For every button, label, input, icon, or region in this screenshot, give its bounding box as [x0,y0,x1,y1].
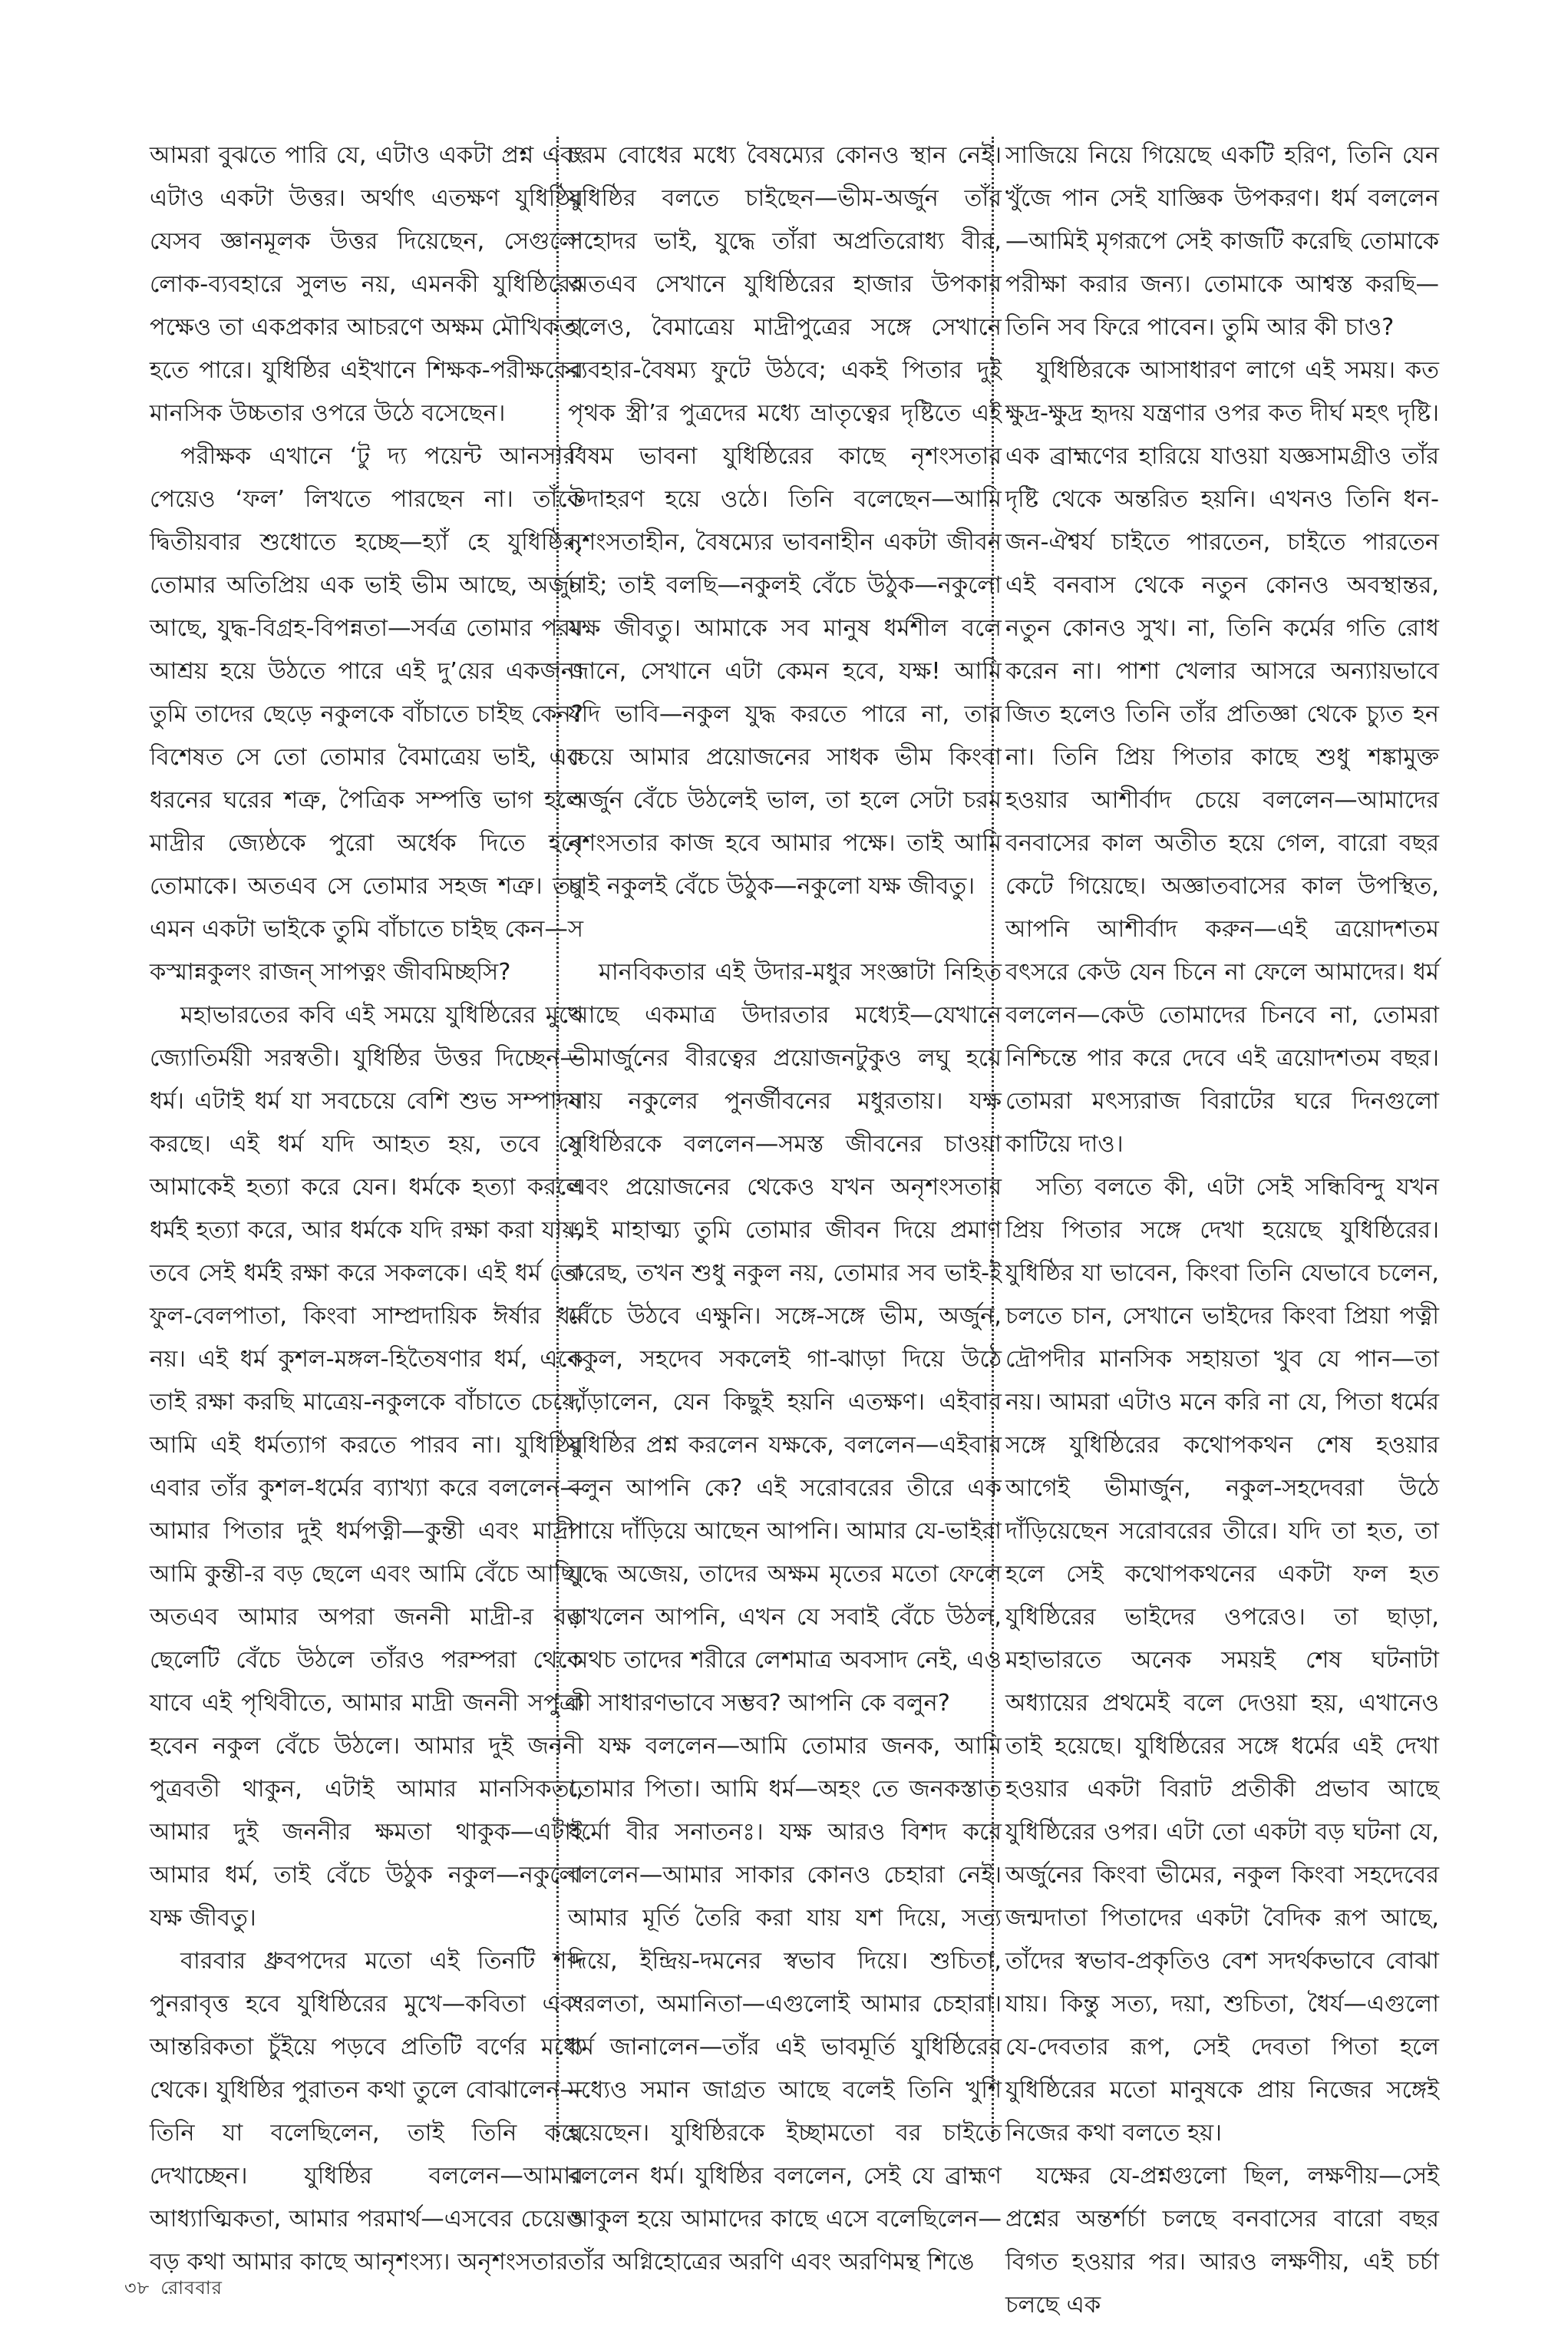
paragraph: পরীক্ষক এখানে ‘টু দ্য পয়েন্ট আনসার’ পেয়েও ‘ফল’ লিখতে পারছেন না। তাঁকে দ্বিতীয়বার শুধোতে হচ্ছে—হ্যাঁ হে যুধিষ্ঠির, তোমার অতিপ্রিয় এক ভাই ভীম আছে, অর্জুন আছে, যুদ্ধ-বিগ্রহ-বিপন্নতা—সর্বত্র তোমার পরম আশ্রয় হয়ে উঠতে পারে এই দু’য়ের একজন। তুমি তাদের ছেড়ে নকুলকে বাঁচাতে চাইছ কেন? বিশেষত সে তো তোমার বৈমাত্রেয় ভাই, এক ধরনের ঘরের শত্রু, পৈত্রিক সম্পত্তি ভাগ হলে মাদ্রীর জ্যেষ্ঠকে পুরো অর্ধেক দিতে হবে তোমাকে। অতএব সে তোমার সহজ শত্রু। তবু এমন একটা ভাইকে তুমি বাঁচাতে চাইছ কেন—স কস্মান্নকুলং রাজন্ সাপত্নং জীবমিচ্ছসি? [150,443,583,986]
text-column-3 [1005,134,1439,2319]
paragraph: যক্ষের যে-প্রশ্নগুলো ছিল, লক্ষণীয়—সেই প্রশ্নের অন্তর্শর্চা চলছে বনবাসের বারো বছর বিগত হওয়ার পর। আরও লক্ষণীয়, এই চর্চা চলছে এক [1005,2163,1439,2319]
text-column-1 [150,134,583,2276]
paragraph: আমরা বুঝতে পারি যে, এটাও একটা প্রশ্ন এবং এটাও একটা উত্তর। অর্থাৎ এতক্ষণ যুধিষ্ঠির যেসব জ্ঞানমূলক উত্তর দিয়েছেন, সেগুলো লোক-ব্যবহারে সুলভ নয়, এমনকী যুধিষ্ঠিরের পক্ষেও তা একপ্রকার আচরণে অক্ষম মৌখিকতা হতে পারে। যুধিষ্ঠির এইখানে শিক্ষক-পরীক্ষকের মানসিক উচ্চতার ওপরে উঠে বসেছেন। [150,142,583,427]
publication-name: রোববার [160,2277,223,2299]
column-divider [992,137,994,2142]
paragraph: মানবিকতার এই উদার-মধুর সংজ্ঞাটা নিহিত আছে একমাত্র উদারতার মধ্যেই—যেখানে ভীমার্জুনের বীরত্বের প্রয়োজনটুকুও লঘু হয়ে যায় নকুলের পুনর্জীবনের মধুরতায়। যক্ষ যুধিষ্ঠিরকে বললেন—সমস্ত জীবনের চাওয়া এবং প্রয়োজনের থেকেও যখন অনৃশংসতার এই মাহাত্ম্য তুমি তোমার জীবন দিয়ে প্রমাণ করেছ, তখন শুধু নকুল নয়, তোমার সব ভাই-ই বেঁচে উঠবে এক্ষুনি। সঙ্গে-সঙ্গে ভীম, অর্জুন, নকুল, সহদেব সকলেই গা-ঝাড়া দিয়ে উঠে দাঁড়ালেন, যেন কিছুই হয়নি এতক্ষণ। এইবার যুধিষ্ঠির প্রশ্ন করলেন যক্ষকে, বললেন—এইবার বলুন আপনি কে? এই সরোবরের তীরে এক পায়ে দাঁড়িয়ে আছেন আপনি। আমার যে-ভাইরা যুদ্ধে অজেয়, তাদের অক্ষম মৃতের মতো ফেলে রাখলেন আপনি, এখন যে সবাই বেঁচে উঠল, অথচ তাদের শরীরে লেশমাত্র অবসাদ নেই, এও কী সাধারণভাবে সম্ভব? আপনি কে বলুন? [568,959,1002,1717]
column-divider [556,137,559,2142]
paragraph: মহাভারতের কবি এই সময়ে যুধিষ্ঠিরের মুখে জ্যোতির্ময়ী সরস্বতী। যুধিষ্ঠির উত্তর দিচ্ছেন—ধর্ম। এটাই ধর্ম যা সবচেয়ে বেশি শুভ সম্পাদন করছে। এই ধর্ম যদি আহত হয়, তবে সে আমাকেই হত্যা করে যেন। ধর্মকে হত্যা করলে ধর্মই হত্যা করে, আর ধর্মকে যদি রক্ষা করা যায়, তবে সেই ধর্মই রক্ষা করে সকলকে। এই ধর্ম তো ফুল-বেলপাতা, কিংবা সাম্প্রদায়িক ঈর্ষার ধর্ম নয়। এই ধর্ম কুশল-মঙ্গল-হিতৈষণার ধর্ম, একে তাই রক্ষা করছি মাত্রেয়-নকুলকে বাঁচাতে চেয়ে, আমি এই ধর্মত্যাগ করতে পারব না। যুধিষ্ঠির এবার তাঁর কুশল-ধর্মের ব্যাখ্যা করে বললেন—আমার পিতার দুই ধর্মপত্নী—কুন্তী এবং মাদ্রী। আমি কুন্তী-র বড় ছেলে এবং আমি বেঁচে আছি। অতএব আমার অপরা জননী মাদ্রী-র বড় ছেলেটি বেঁচে উঠলে তাঁরও পরম্পরা থেকে যাবে এই পৃথিবীতে, আমার মাদ্রী জননী সপুত্রা হবেন নকুল বেঁচে উঠলে। আমার দুই জননী পুত্রবতী থাকুন, এটাই আমার মানসিকতা, আমার দুই জননীর ক্ষমতা থাকুক—এটাই আমার ধর্ম, তাই বেঁচে উঠুক নকুল—নকুলো যক্ষ জীবতু। [150,1002,583,1932]
paragraph: সাজিয়ে নিয়ে গিয়েছে একটি হরিণ, তিনি যেন খুঁজে পান সেই যাজ্ঞিক উপকরণ। ধর্ম বললেন—আমিই মৃগরূপে সেই কাজটি করেছি তোমাকে পরীক্ষা করার জন্য। তোমাকে আশ্বস্ত করছি—তিনি সব ফিরে পাবেন। তুমি আর কী চাও? [1005,142,1439,341]
paragraph: চরম বোধের মধ্যে বৈষম্যের কোনও স্থান নেই। যুধিষ্ঠির বলতে চাইছেন—ভীম-অর্জুন তাঁর সহোদর ভাই, যুদ্ধে তাঁরা অপ্রতিরোধ্য বীর, অতএব সেখানে যুধিষ্ঠিরের হাজার উপকার হলেও, বৈমাত্রেয় মাদ্রীপুত্রের সঙ্গে সেখানে ব্যবহার-বৈষম্য ফুটে উঠবে; একই পিতার দুই পৃথক স্ত্রী’র পুত্রদের মধ্যে ভ্রাতৃত্বের দৃষ্টিতে এই বিষম ভাবনা যুধিষ্ঠিরের কাছে নৃশংসতার উদাহরণ হয়ে ওঠে। তিনি বলেছেন—আমি নৃশংসতাহীন, বৈষম্যের ভাবনাহীন একটা জীবন চাই; তাই বলছি—নকুলই বেঁচে উঠুক—নকুলো যক্ষ জীবতু। আমাকে সব মানুষ ধর্মশীল বলে জানে, সেখানে এটা কেমন হবে, যক্ষ! আমি যদি ভাবি—নকুল যুদ্ধ করতে পারে না, তার চেয়ে আমার প্রয়োজনের সাধক ভীম কিংবা অর্জুন বেঁচে উঠলেই ভাল, তা হলে সেটা চরম নৃশংসতার কাজ হবে আমার পক্ষে। তাই আমি চাই নকুলই বেঁচে উঠুক—নকুলো যক্ষ জীবতু। [568,142,1002,900]
paragraph: যক্ষ বললেন—আমি তোমার জনক, আমি তোমার পিতা। আমি ধর্ম—অহং তে জনকস্তাত ধর্মো বীর সনাতনঃ। যক্ষ আরও বিশদ করে বললেন—আমার সাকার কোনও চেহারা নেই। আমার মূর্তি তৈরি করা যায় যশ দিয়ে, সত্য দিয়ে, ইন্দ্রিয়-দমনের স্বভাব দিয়ে। শুচিতা, সরলতা, অমানিতা—এগুলোই আমার চেহারা। ধর্ম জানালেন—তাঁর এই ভাবমূর্তি যুধিষ্ঠিরের মধ্যেও সমান জাগ্রত আছে বলেই তিনি খুশি হয়েছেন। যুধিষ্ঠিরকে ইচ্ছামতো বর চাইতে বললেন ধর্ম। যুধিষ্ঠির বললেন, সেই যে ব্রাহ্মণ আকুল হয়ে আমাদের কাছে এসে বলেছিলেন—তাঁর অগ্নিহোত্রের অরণি এবং অরণিমন্থ শিঙে [568,1733,1002,2276]
text-column-2 [568,134,1002,2276]
paragraph: সত্যি বলতে কী, এটা সেই সন্ধিবিন্দু যখন প্রিয় পিতার সঙ্গে দেখা হয়েছে যুধিষ্ঠিরের। যুধিষ্ঠির যা ভাবেন, কিংবা তিনি যেভাবে চলেন, চলতে চান, সেখানে ভাইদের কিংবা প্রিয়া পত্নী দ্রৌপদীর মানসিক সহায়তা খুব যে পান—তা নয়। আমরা এটাও মনে করি না যে, পিতা ধর্মের সঙ্গে যুধিষ্ঠিরের কথোপকথন শেষ হওয়ার আগেই ভীমার্জুন, নকুল-সহদেবরা উঠে দাঁড়িয়েছেন সরোবরের তীরে। যদি তা হত, তা হলে সেই কথোপকথনের একটা ফল হত যুধিষ্ঠিরের ভাইদের ওপরেও। তা ছাড়া, মহাভারতে অনেক সময়ই শেষ ঘটনাটা অধ্যায়ের প্রথমেই বলে দেওয়া হয়, এখানেও তাই হয়েছে। যুধিষ্ঠিরের সঙ্গে ধর্মের এই দেখা হওয়ার একটা বিরাট প্রতীকী প্রভাব আছে যুধিষ্ঠিরের ওপর। এটা তো একটা বড় ঘটনা যে, অর্জুনের কিংবা ভীমের, নকুল কিংবা সহদেবের জন্মদাতা পিতাদের একটা বৈদিক রূপ আছে, তাঁদের স্বভাব-প্রকৃতিও বেশ সদর্থকভাবে বোঝা যায়। কিন্তু সত্য, দয়া, শুচিতা, ধৈর্য—এগুলো যে-দেবতার রূপ, সেই দেবতা পিতা হলে যুধিষ্ঠিরের মতো মানুষকে প্রায় নিজের সঙ্গেই নিজের কথা বলতে হয়। [1005,1174,1439,2147]
paragraph: যুধিষ্ঠিরকে আসাধারণ লাগে এই সময়। কত ক্ষুদ্র-ক্ষুদ্র হৃদয় যন্ত্রণার ওপর কত দীর্ঘ মহৎ দৃষ্টি। এক ব্রাহ্মণের হারিয়ে যাওয়া যজ্ঞসামগ্রীও তাঁর দৃষ্টি থেকে অন্তরিত হয়নি। এখনও তিনি ধন-জন-ঐশ্বর্য চাইতে পারতেন, চাইতে পারতেন এই বনবাস থেকে নতুন কোনও অবস্থান্তর, নতুন কোনও সুখ। না, তিনি কর্মের গতি রোধ করেন না। পাশা খেলার আসরে অন্যায়ভাবে জিত হলেও তিনি তাঁর প্রতিজ্ঞা থেকে চ্যুত হন না। তিনি প্রিয় পিতার কাছে শুধু শঙ্কামুক্ত হওয়ার আশীর্বাদ চেয়ে বললেন—আমাদের বনবাসের কাল অতীত হয়ে গেল, বারো বছর কেটে গিয়েছে। অজ্ঞাতবাসের কাল উপস্থিত, আপনি আশীর্বাদ করুন—এই ত্রয়োদশতম বৎসরে কেউ যেন চিনে না ফেলে আমাদের। ধর্ম বললেন—কেউ তোমাদের চিনবে না, তোমরা নিশ্চিন্তে পার করে দেবে এই ত্রয়োদশতম বছর। তোমরা মৎস্যরাজ বিরাটের ঘরে দিনগুলো কাটিয়ে দাও। [1005,357,1439,1158]
page-folio [124,2274,233,2305]
page-number: ৩৮ [124,2277,150,2299]
paragraph: বারবার ধ্রুবপদের মতো এই তিনটি শব্দ পুনরাবৃত্ত হবে যুধিষ্ঠিরের মুখে—কবিতা এবং আন্তরিকতা চুঁইয়ে পড়বে প্রতিটি বর্ণের মধ্যে থেকে। যুধিষ্ঠির পুরাতন কথা তুলে বোঝালেন—তিনি যা বলেছিলেন, তাই তিনি করে দেখাচ্ছেন। যুধিষ্ঠির বললেন—আমার আধ্যাত্মিকতা, আমার পরমার্থ—এসবের চেয়েও বড় কথা আমার কাছে আনৃশংস্য। অনৃশংসতার [150,1948,583,2276]
